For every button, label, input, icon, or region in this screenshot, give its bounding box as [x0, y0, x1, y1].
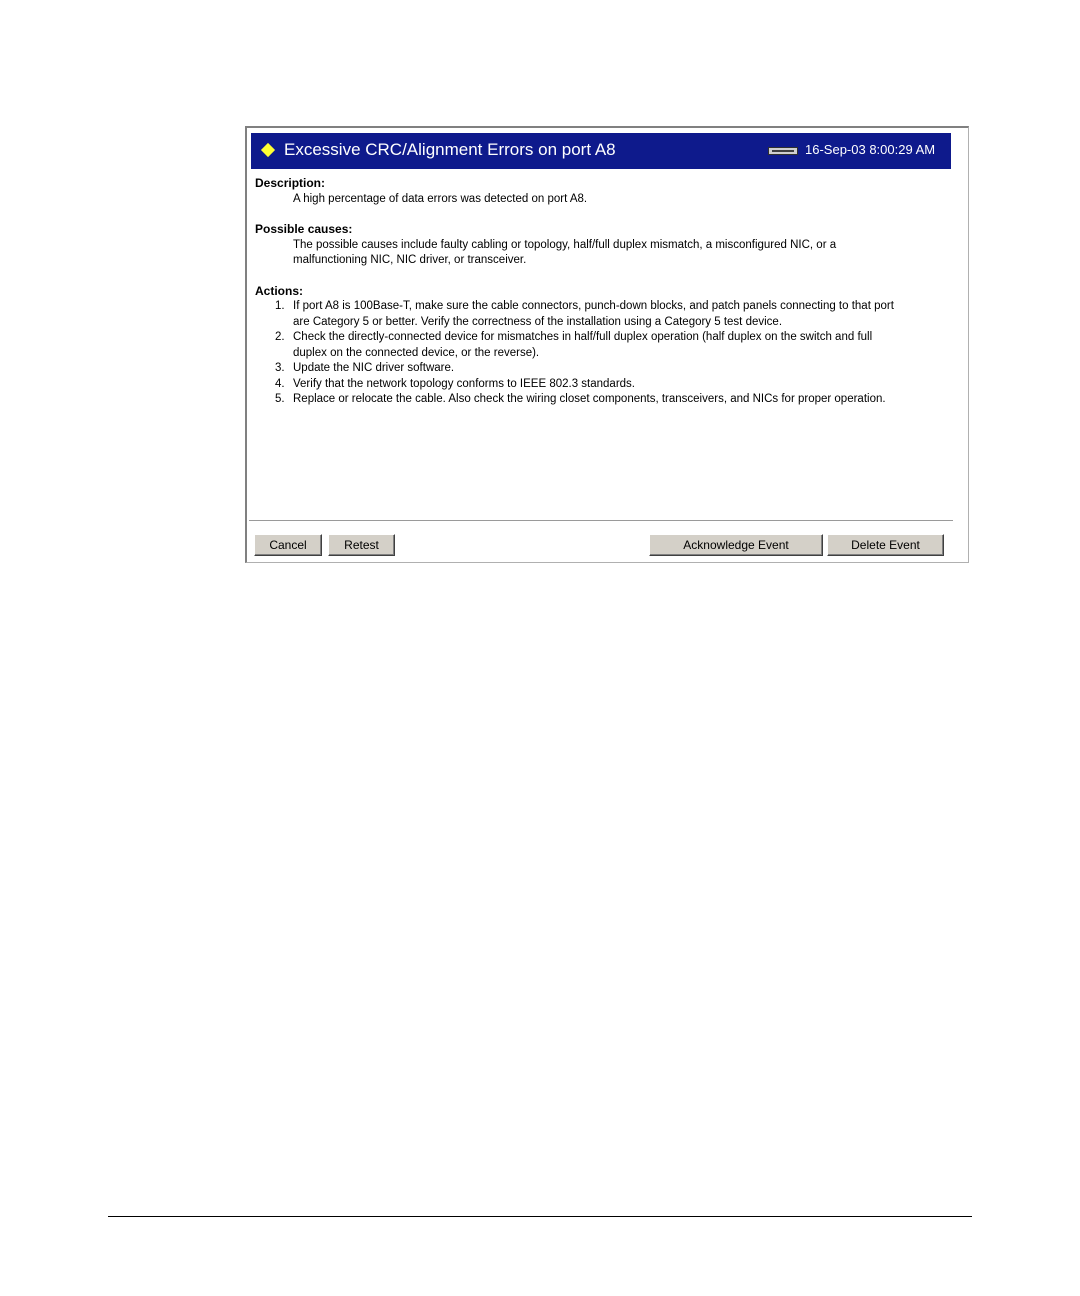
- yellow-diamond-icon: [261, 143, 275, 157]
- action-number: 5.: [275, 393, 285, 405]
- action-item: [255, 361, 955, 377]
- action-line: Update the NIC driver software.: [293, 362, 455, 374]
- action-item: [255, 330, 955, 361]
- cancel-button[interactable]: Cancel: [254, 534, 322, 556]
- action-number: 2.: [275, 331, 285, 343]
- actions-list: [255, 299, 955, 408]
- actions-heading: Actions:: [255, 283, 303, 298]
- description-heading: Description:: [255, 176, 326, 190]
- action-line: If port A8 is 100Base-T, make sure the cable connectors, punch-down blocks, and patch panels connecting to that port: [293, 300, 894, 312]
- possible-causes-heading: Possible causes:: [255, 222, 353, 236]
- page-footer-rule: [108, 1216, 972, 1217]
- event-title-bar: [251, 133, 951, 169]
- action-line: are Category 5 or better. Verify the correctness of the installation using a Category 5 test device.: [293, 315, 783, 328]
- event-timestamp: 16-Sep-03 8:00:29 AM: [805, 142, 936, 157]
- description-text: A high percentage of data errors was detected on port A8.: [293, 192, 588, 205]
- action-number: 4.: [275, 377, 285, 390]
- event-title: Excessive CRC/Alignment Errors on port A8: [284, 140, 616, 159]
- acknowledge-event-button[interactable]: Acknowledge Event: [649, 534, 823, 556]
- action-number: 1.: [275, 300, 285, 312]
- action-item: [255, 392, 955, 408]
- delete-event-button[interactable]: Delete Event: [827, 534, 944, 556]
- action-number: 3.: [275, 362, 285, 374]
- retest-button[interactable]: Retest: [328, 534, 395, 556]
- action-item: [255, 299, 955, 330]
- switch-icon: [768, 147, 798, 155]
- action-item: [255, 377, 955, 393]
- possible-causes-line: The possible causes include faulty cabling or topology, half/full duplex mismatch, a misconfigured NIC, or a: [293, 238, 837, 251]
- event-content: [255, 176, 955, 408]
- action-line: Check the directly-connected device for mismatches in half/full duplex operation (half duplex on the switch and full: [293, 331, 873, 343]
- possible-causes-text: [293, 238, 955, 269]
- action-line: Replace or relocate the cable. Also check the wiring closet components, transceivers, and NICs for proper operation.: [293, 393, 886, 405]
- possible-causes-line: malfunctioning NIC, NIC driver, or transceiver.: [293, 254, 527, 266]
- button-bar-divider: [249, 520, 953, 522]
- event-detail-window: [245, 126, 969, 563]
- action-line: Verify that the network topology conforms to IEEE 802.3 standards.: [293, 377, 635, 390]
- action-line: duplex on the connected device, or the reverse).: [293, 346, 540, 359]
